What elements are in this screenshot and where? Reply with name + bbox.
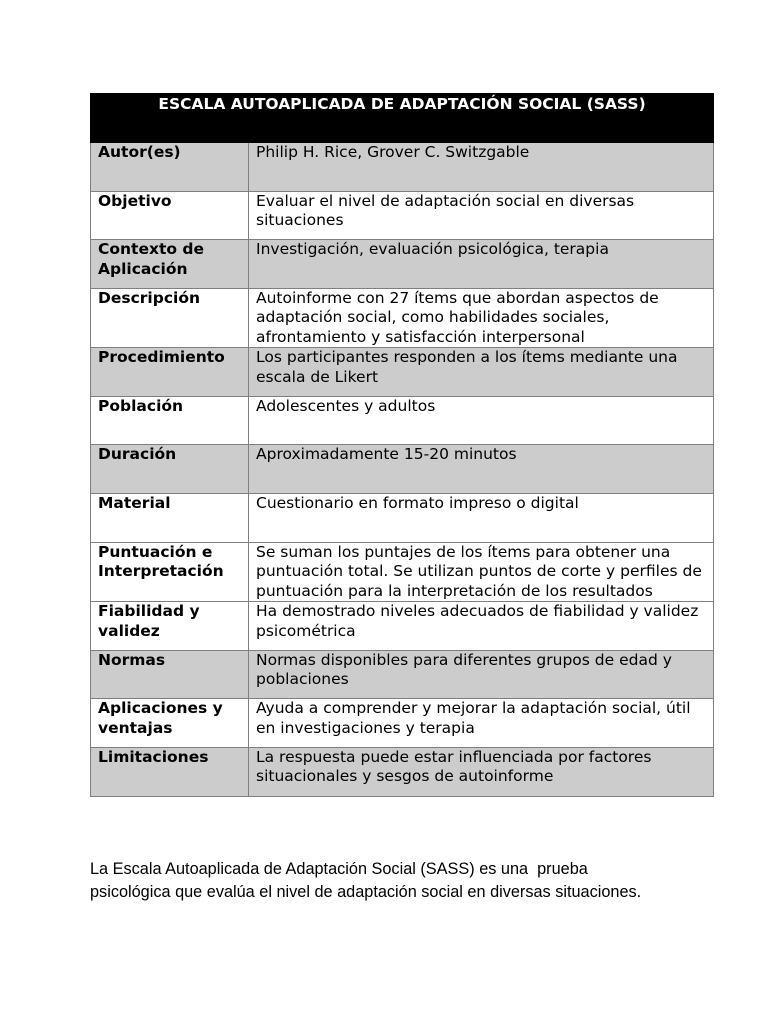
row-label: Puntuación e Interpretación — [91, 542, 249, 602]
table-row-normas — [91, 650, 714, 699]
table-row-duracion — [91, 445, 714, 494]
row-value: Investigación, evaluación psicológica, terapia — [249, 240, 714, 289]
table-header-row — [91, 94, 714, 143]
row-value: Autoinforme con 27 ítems que abordan aspectos de adaptación social, como habilidades sociales, afrontamiento y satisfacción interpersonal — [249, 288, 714, 348]
summary-paragraph: La Escala Autoaplicada de Adaptación Social (SASS) es una prueba psicológica que evalúa el nivel de adaptación social en diversas situaciones. — [90, 860, 642, 901]
row-value: Los participantes responden a los ítems mediante una escala de Likert — [249, 348, 714, 397]
table-row-procedimiento — [91, 348, 714, 397]
row-value: Aproximadamente 15-20 minutos — [249, 445, 714, 494]
row-label: Autor(es) — [91, 143, 249, 192]
table-row-autores — [91, 143, 714, 192]
row-value: Se suman los puntajes de los ítems para obtener una puntuación total. Se utilizan puntos de corte y perfiles de puntuación para la interpretación de los resultados — [249, 542, 714, 602]
row-label: Normas — [91, 650, 249, 699]
table-row-objetivo — [91, 191, 714, 240]
table-row-poblacion — [91, 396, 714, 445]
table-row-aplicaciones — [91, 699, 714, 748]
row-label: Procedimiento — [91, 348, 249, 397]
table-row-contexto — [91, 240, 714, 289]
row-label: Fiabilidad y validez — [91, 602, 249, 651]
row-value: Cuestionario en formato impreso o digital — [249, 494, 714, 543]
table-row-puntuacion — [91, 542, 714, 602]
row-label: Población — [91, 396, 249, 445]
row-value: Ayuda a comprender y mejorar la adaptación social, útil en investigaciones y terapia — [249, 699, 714, 748]
table-row-fiabilidad — [91, 602, 714, 651]
row-label: Objetivo — [91, 191, 249, 240]
row-value: Evaluar el nivel de adaptación social en diversas situaciones — [249, 191, 714, 240]
row-value: La respuesta puede estar influenciada por factores situacionales y sesgos de autoinforme — [249, 747, 714, 796]
row-value: Ha demostrado niveles adecuados de fiabilidad y validez psicométrica — [249, 602, 714, 651]
row-label: Descripción — [91, 288, 249, 348]
row-value: Normas disponibles para diferentes grupos de edad y poblaciones — [249, 650, 714, 699]
table-row-material — [91, 494, 714, 543]
sass-info-table — [90, 93, 714, 797]
table-title: ESCALA AUTOAPLICADA DE ADAPTACIÓN SOCIAL (SASS) — [91, 94, 714, 143]
row-value: Adolescentes y adultos — [249, 396, 714, 445]
table-row-limitaciones — [91, 747, 714, 796]
row-label: Contexto de Aplicación — [91, 240, 249, 289]
row-value: Philip H. Rice, Grover C. Switzgable — [249, 143, 714, 192]
row-label: Aplicaciones y ventajas — [91, 699, 249, 748]
row-label: Limitaciones — [91, 747, 249, 796]
row-label: Material — [91, 494, 249, 543]
row-label: Duración — [91, 445, 249, 494]
table-row-descripcion — [91, 288, 714, 348]
